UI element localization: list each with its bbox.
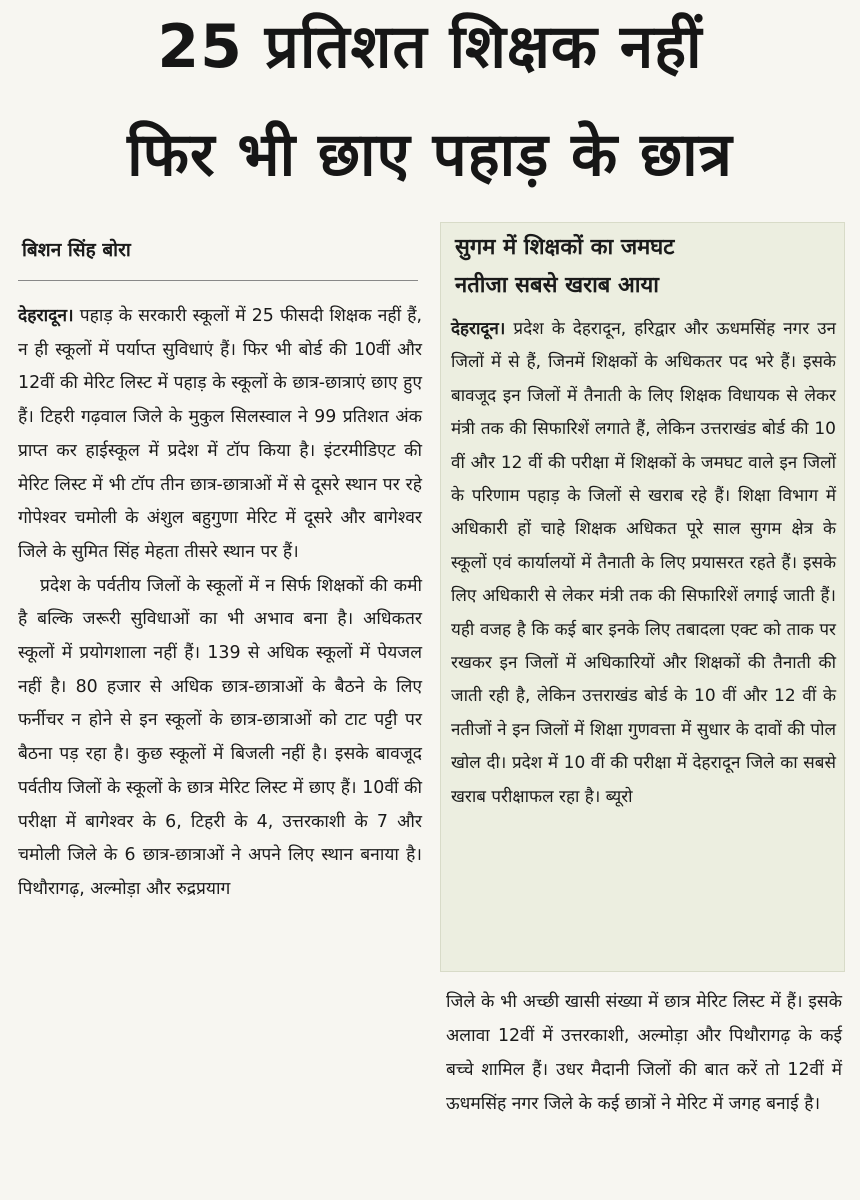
main-article-paragraph-2: प्रदेश के पर्वतीय जिलों के स्कूलों में न सिर्फ शिक्षकों की कमी है बल्कि जरूरी सुविधाओं का भी अभाव बना है। अधिकतर स्कूलों में प्रयोगशाला नहीं हैं। 139 से अधिक स्कूलों में पेयजल नहीं है। 80 हजार से अधिक छात्र-छात्राओं के बैठने के लिए फर्नीचर न होने से इन स्कूलों के छात्र-छात्राओं को टाट पट्टी पर बैठना पड़ रहा है। कुछ स्कूलों में बिजली नहीं है। इसके बावजूद पर्वतीय जिलों के स्कूलों के छात्र मेरिट लिस्ट में छाए हैं। 10वीं की परीक्षा में बागेश्वर के 6, टिहरी के 4, उत्तरकाशी के 7 और चमोली जिले के 6 छात्र-छात्राओं ने अपने लिए स्थान बनाया है। पिथौरागढ़, अल्मोड़ा और रुद्रप्रयाग <box>18 575 422 899</box>
sidebar-body-text: प्रदेश के देहरादून, हरिद्वार और ऊधमसिंह नगर उन जिलों में से हैं, जिनमें शिक्षकों के अधिकतर पद भरे हैं। इसके बावजूद इन जिलों में तैनाती के लिए शिक्षक विधायक से लेकर मंत्री तक की सिफारिशें लगाते हैं, लेकिन उत्तराखंड बोर्ड की 10 वीं और 12 वीं की परीक्षा में शिक्षकों के जमघट वाले इन जिलों के परिणाम पहाड़ के जिलों से खराब रहे हैं। शिक्षा विभाग में अधिकारी हों चाहे शिक्षक अधिकत पूरे साल सुगम क्षेत्र के स्कूलों एवं कार्यालयों में तैनाती के लिए प्रयासरत रहते हैं। इसके लिए अधिकारी से लेकर मंत्री तक की सिफारिशें लगाई जाती हैं। यही वजह है कि कई बार इनके लिए तबादला एक्ट को ताक पर रखकर इन जिलों में अधिकारियों और शिक्षकों की तैनाती की जाती रही है, लेकिन उत्तराखंड बोर्ड के 10 वीं और 12 वीं के नतीजों ने इन जिलों में शिक्षा गुणवत्ता में सुधार के दावों की पोल खोल दी। प्रदेश में 10 वीं की परीक्षा में देहरादून जिले का सबसे खराब परीक्षाफल रहा है। ब्यूरो <box>451 319 836 807</box>
sidebar-title-line-1: सुगम में शिक्षकों का जमघट <box>455 235 675 260</box>
main-article-paragraph-1 <box>18 300 422 570</box>
sidebar-body <box>451 313 836 814</box>
main-article-continuation: जिले के भी अच्छी खासी संख्या में छात्र मेरिट लिस्ट में हैं। इसके अलावा 12वीं में उत्तरकाशी, अल्मोड़ा और पिथौरागढ़ के कई बच्चे शामिल हैं। उधर मैदानी जिलों की बात करें तो 12वीं में ऊधमसिंह नगर जिले के कई छात्रों ने मेरिट में जगह बनाई है। <box>446 992 842 1114</box>
main-article-dateline: देहरादून। <box>18 306 74 326</box>
sidebar-title <box>455 229 835 305</box>
sidebar-dateline: देहरादून। <box>451 319 506 339</box>
headline-line-1: 25 प्रतिशत शिक्षक नहीं <box>157 12 703 82</box>
byline: बिशन सिंह बोरा <box>22 239 131 261</box>
sidebar-box <box>440 222 845 972</box>
headline-line-2: फिर भी छाए पहाड़ के छात्र <box>127 120 733 190</box>
main-article-column <box>18 300 422 907</box>
main-article-para1-text: पहाड़ के सरकारी स्कूलों में 25 फीसदी शिक्षक नहीं हैं, न ही स्कूलों में पर्याप्त सुविधाएं हैं। फिर भी बोर्ड की 10वीं और 12वीं की मेरिट लिस्ट में पहाड़ के स्कूलों के छात्र-छात्राएं छाए हुए हैं। टिहरी गढ़वाल जिले के मुकुल सिलस्वाल ने 99 प्रतिशत अंक प्राप्त कर हाईस्कूल में प्रदेश में टॉप किया है। इंटरमीडिएट की मेरिट लिस्ट में भी टॉप तीन छात्र-छात्राओं में से दूसरे स्थान पर रहे गोपेश्वर चमोली के अंशुल बहुगुणा मेरिट में दूसरे और बागेश्वर जिले के सुमित सिंह मेहता तीसरे स्थान पर हैं। <box>18 306 423 562</box>
byline-divider <box>18 280 418 281</box>
sidebar-title-line-2: नतीजा सबसे खराब आया <box>455 273 659 298</box>
